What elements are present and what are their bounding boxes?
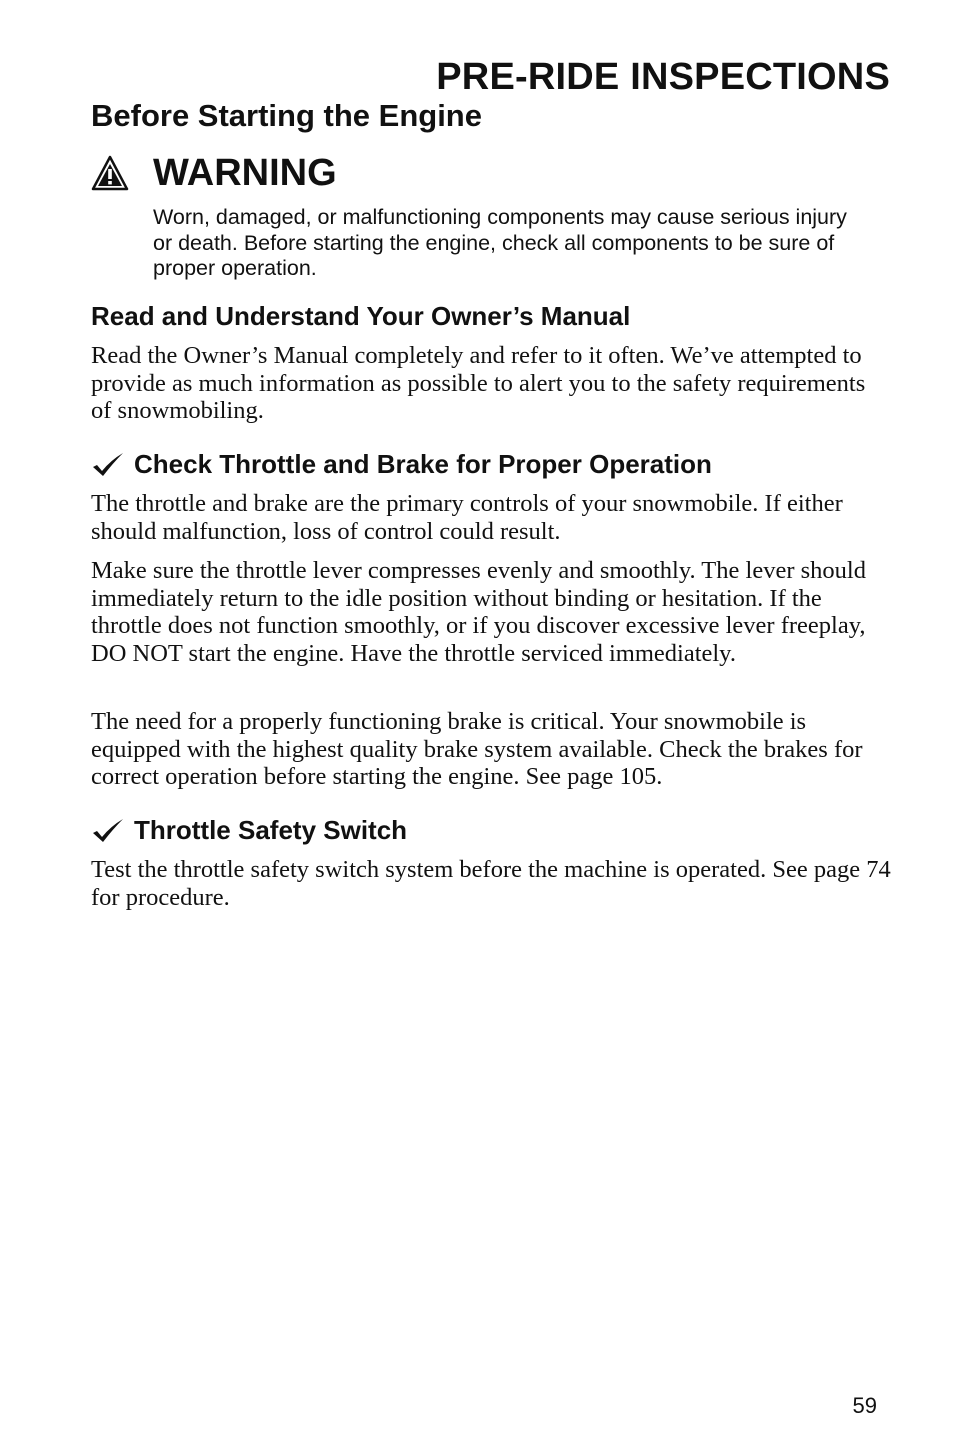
- paragraph-throttle-lever: Make sure the throttle lever compresses evenly and smoothly. The lever should immediately return to the idle position without binding or hesitation. If the throttle does not function smoothly, or if you discover excessive lever freeplay, DO NOT start the engine. Have the throttle serviced immediately.: [91, 557, 866, 668]
- paragraph-controls: The throttle and brake are the primary controls of your snowmobile. If either should malfunction, loss of control could result.: [91, 490, 843, 545]
- subheading-safety-switch-label: Throttle Safety Switch: [134, 815, 408, 845]
- subheading-safety-switch: [91, 815, 407, 846]
- subheading-throttle-brake: [91, 449, 712, 480]
- subheading-throttle-brake-label: Check Throttle and Brake for Proper Operation: [134, 449, 712, 479]
- checkmark-icon: [91, 452, 125, 478]
- warning-triangle-icon: [91, 155, 129, 191]
- checkmark-icon: [91, 818, 125, 844]
- warning-text: Worn, damaged, or malfunctioning components may cause serious injury or death. Before starting the engine, check all components to be sure of proper operation.: [153, 205, 847, 280]
- page-number: 59: [852, 1393, 877, 1418]
- paragraph-safety-switch: Test the throttle safety switch system before the machine is operated. See page 74 for procedure.: [91, 856, 891, 911]
- section-title: Before Starting the Engine: [91, 98, 482, 133]
- paragraph-brake: The need for a properly functioning brake is critical. Your snowmobile is equipped with the highest quality brake system available. Check the brakes for correct operation before starting the engine. See page 105.: [91, 708, 863, 791]
- warning-label: WARNING: [153, 151, 337, 194]
- warning-header: [91, 148, 337, 198]
- paragraph-owners-manual: Read the Owner’s Manual completely and refer to it often. We’ve attempted to provide as much information as possible to alert you to the safety requirements of snowmobiling.: [91, 342, 866, 425]
- chapter-title: PRE-RIDE INSPECTIONS: [436, 56, 890, 98]
- subheading-owners-manual: Read and Understand Your Owner’s Manual: [91, 301, 631, 331]
